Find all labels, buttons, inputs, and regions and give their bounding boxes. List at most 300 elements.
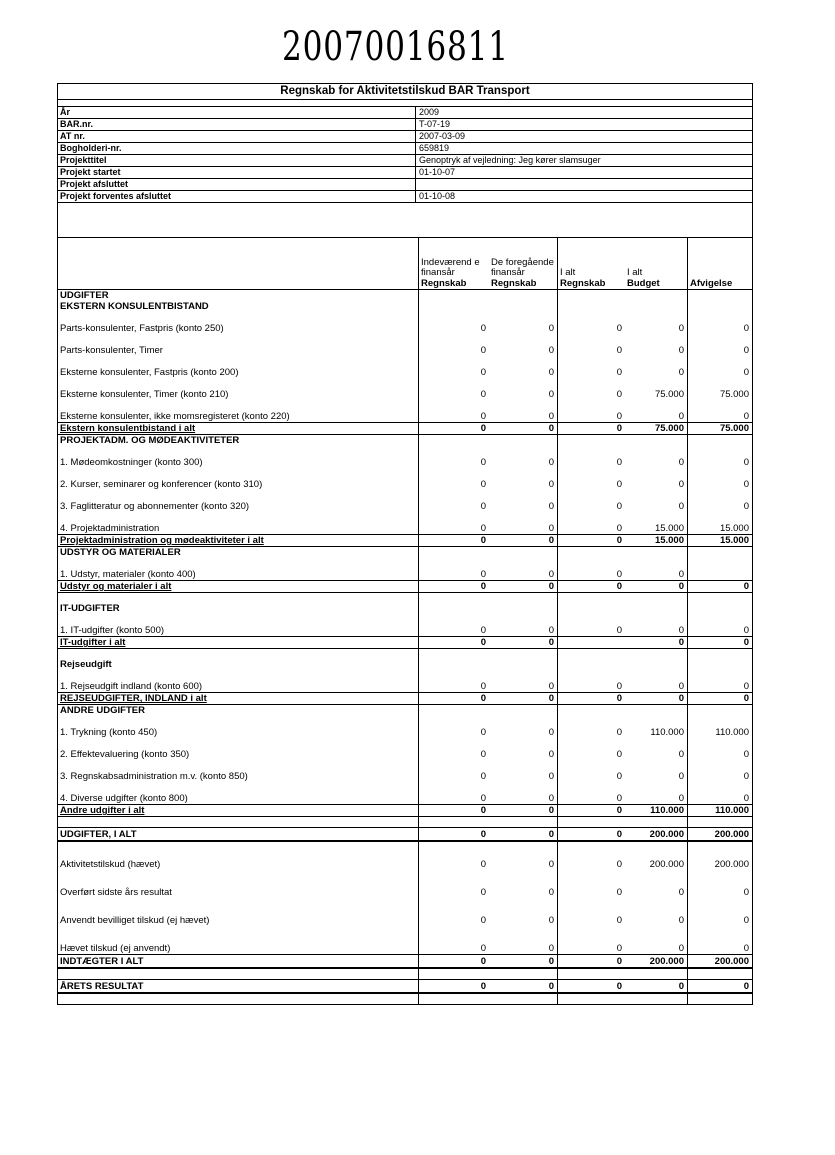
table-row bbox=[58, 955, 752, 969]
header-field-row bbox=[58, 191, 752, 203]
row-value: 0 bbox=[558, 760, 626, 782]
row-value bbox=[688, 301, 753, 312]
row-value: 0 bbox=[558, 400, 626, 423]
row-value bbox=[489, 547, 558, 559]
table-row bbox=[58, 446, 752, 468]
row-value: Regnskab bbox=[558, 278, 626, 290]
row-value: 0 bbox=[625, 581, 688, 593]
table-row bbox=[58, 828, 752, 842]
column-subheader-row bbox=[58, 278, 752, 290]
row-value: 0 bbox=[688, 356, 753, 378]
row-value bbox=[489, 659, 558, 670]
row-value bbox=[625, 705, 688, 717]
header-field-value: 2007-03-09 bbox=[419, 131, 466, 141]
header-field-value: T-07-19 bbox=[419, 119, 451, 129]
table-row bbox=[58, 356, 752, 378]
row-value: 0 bbox=[558, 670, 626, 693]
row-label: Udstyr og materialer i alt bbox=[58, 581, 419, 593]
row-value: 0 bbox=[678, 943, 684, 954]
row-label: Eksterne konsulenter, ikke momsregisteret (konto 220) bbox=[60, 411, 290, 422]
table-row bbox=[58, 760, 752, 782]
row-value bbox=[489, 817, 558, 828]
row-value bbox=[688, 603, 753, 614]
row-value: 0 bbox=[489, 423, 558, 435]
header-field-label: År bbox=[58, 107, 416, 118]
table-row bbox=[58, 468, 752, 490]
row-value: 0 bbox=[558, 738, 626, 760]
row-value bbox=[625, 593, 688, 604]
row-label: 1. Trykning (konto 450) bbox=[60, 727, 158, 738]
row-value bbox=[558, 705, 626, 717]
row-value bbox=[558, 301, 626, 312]
row-value: 0 bbox=[489, 805, 558, 817]
row-value bbox=[419, 593, 490, 604]
row-value: 0 bbox=[548, 943, 554, 954]
table-row bbox=[58, 334, 752, 356]
row-value: 0 bbox=[558, 334, 626, 356]
header-field-row bbox=[58, 119, 752, 131]
row-label: 2. Kurser, seminarer og konferencer (konto 310) bbox=[60, 479, 263, 490]
row-label: Parts-konsulenter, Fastpris (konto 250) bbox=[60, 323, 224, 334]
row-value: Regnskab bbox=[489, 278, 558, 290]
row-value: 0 bbox=[548, 681, 554, 692]
row-value: 0 bbox=[558, 423, 626, 435]
row-value: 0 bbox=[419, 980, 490, 994]
row-label bbox=[58, 278, 419, 290]
row-value: 15.000 bbox=[654, 523, 684, 534]
row-label: INDTÆGTER I ALT bbox=[58, 955, 419, 969]
row-value bbox=[489, 968, 558, 980]
row-label: UDGIFTER, I ALT bbox=[58, 828, 419, 842]
row-value: 0 bbox=[489, 955, 558, 969]
row-value bbox=[419, 705, 490, 717]
row-value bbox=[688, 290, 753, 302]
row-value bbox=[625, 968, 688, 980]
table-row bbox=[58, 378, 752, 400]
row-value bbox=[625, 817, 688, 828]
row-value: 0 bbox=[625, 637, 688, 649]
header-field-row bbox=[58, 143, 752, 155]
header-fields bbox=[58, 107, 752, 203]
table-row bbox=[58, 512, 752, 535]
row-label: 3. Faglitteratur og abonnementer (konto 320) bbox=[60, 501, 250, 512]
table-row bbox=[58, 637, 752, 649]
row-value: 0 bbox=[419, 841, 490, 870]
table-row bbox=[58, 593, 752, 604]
row-value bbox=[688, 558, 753, 581]
row-value bbox=[625, 547, 688, 559]
header-spacer bbox=[58, 203, 752, 238]
row-label: REJSEUDGIFTER, INDLAND i alt bbox=[58, 693, 419, 705]
row-value: 0 bbox=[548, 625, 554, 636]
row-value: 0 bbox=[419, 614, 490, 637]
row-label bbox=[58, 649, 419, 660]
row-value bbox=[558, 435, 626, 447]
row-value bbox=[558, 649, 626, 660]
row-label: 1. Mødeomkostninger (konto 300) bbox=[60, 457, 203, 468]
row-value: 0 bbox=[489, 828, 558, 842]
header-field-row bbox=[58, 179, 752, 191]
row-value: 0 bbox=[688, 670, 753, 693]
table-row bbox=[58, 603, 752, 614]
table-row bbox=[58, 490, 752, 512]
table-row bbox=[58, 870, 752, 898]
header-field-value: 01-10-07 bbox=[419, 167, 456, 177]
row-value: 0 bbox=[558, 312, 626, 334]
table-row bbox=[58, 535, 752, 547]
row-value: 0 bbox=[558, 490, 626, 512]
row-value bbox=[625, 301, 688, 312]
table-row bbox=[58, 423, 752, 435]
header-field-value: Genoptryk af vejledning: Jeg kører slamsuger bbox=[419, 155, 601, 165]
row-value: 0 bbox=[419, 828, 490, 842]
table-row bbox=[58, 980, 752, 994]
row-value: 0 bbox=[678, 457, 684, 468]
row-value: 0 bbox=[688, 760, 753, 782]
row-label: 2. Effektevaluering (konto 350) bbox=[60, 749, 190, 760]
row-value: 0 bbox=[558, 898, 626, 926]
row-value: 0 bbox=[419, 558, 490, 581]
row-value: 0 bbox=[678, 681, 684, 692]
table-row bbox=[58, 898, 752, 926]
row-value: 0 bbox=[558, 468, 626, 490]
row-value: 0 bbox=[419, 356, 490, 378]
row-value: 0 bbox=[688, 446, 753, 468]
row-value bbox=[419, 993, 490, 1004]
row-value: Indeværend e finansår bbox=[419, 238, 490, 278]
row-value bbox=[489, 435, 558, 447]
row-value bbox=[625, 659, 688, 670]
row-value: 0 bbox=[558, 955, 626, 969]
table-row bbox=[58, 547, 752, 559]
row-value: 0 bbox=[548, 411, 554, 422]
header-field-value bbox=[416, 179, 752, 190]
table-row bbox=[58, 705, 752, 717]
row-value bbox=[419, 649, 490, 660]
row-value: 0 bbox=[688, 614, 753, 637]
row-value bbox=[489, 290, 558, 302]
row-value: 0 bbox=[688, 490, 753, 512]
row-value: 0 bbox=[558, 870, 626, 898]
row-value: 0 bbox=[558, 782, 626, 805]
row-label: PROJEKTADM. OG MØDEAKTIVITETER bbox=[60, 435, 240, 446]
row-value: 0 bbox=[558, 805, 626, 817]
row-value: 0 bbox=[548, 569, 554, 580]
table-row bbox=[58, 693, 752, 705]
row-label: IT-udgifter i alt bbox=[58, 637, 419, 649]
row-value: Budget bbox=[625, 278, 688, 290]
row-value bbox=[688, 968, 753, 980]
row-value: 200.000 bbox=[688, 828, 753, 842]
row-label: IT-UDGIFTER bbox=[60, 603, 120, 614]
row-value: 0 bbox=[678, 411, 684, 422]
row-value bbox=[625, 649, 688, 660]
row-label: Aktivitetstilskud (hævet) bbox=[60, 859, 161, 870]
row-value: 0 bbox=[419, 423, 490, 435]
accounts-table bbox=[58, 238, 752, 1004]
row-label: 3. Regnskabsadministration m.v. (konto 850) bbox=[60, 771, 248, 782]
row-value: 0 bbox=[419, 955, 490, 969]
table-row bbox=[58, 817, 752, 828]
row-value bbox=[558, 968, 626, 980]
row-value: 0 bbox=[688, 334, 753, 356]
row-value bbox=[489, 593, 558, 604]
row-value: 110.000 bbox=[688, 805, 753, 817]
row-label: 1. Rejseudgift indland (konto 600) bbox=[60, 681, 203, 692]
row-value: 0 bbox=[419, 637, 490, 649]
row-value: 0 bbox=[548, 915, 554, 926]
row-value: 0 bbox=[558, 356, 626, 378]
row-value bbox=[558, 817, 626, 828]
row-value bbox=[558, 603, 626, 614]
table-row bbox=[58, 290, 752, 302]
row-value: 0 bbox=[688, 400, 753, 423]
table-row bbox=[58, 782, 752, 805]
header-field-row bbox=[58, 131, 752, 143]
row-value: 75.000 bbox=[625, 423, 688, 435]
row-value: 0 bbox=[558, 581, 626, 593]
row-value: 0 bbox=[558, 378, 626, 400]
row-value: 0 bbox=[688, 312, 753, 334]
sheet-title: Regnskab for Aktivitetstilskud BAR Transport bbox=[58, 84, 752, 100]
row-label: Anvendt bevilliget tilskud (ej hævet) bbox=[60, 915, 210, 926]
row-value: 75.000 bbox=[654, 389, 684, 400]
row-value bbox=[489, 649, 558, 660]
row-value: 0 bbox=[548, 345, 554, 356]
row-value: 0 bbox=[678, 771, 684, 782]
row-value: 0 bbox=[548, 523, 554, 534]
row-value: De foregående finansår bbox=[491, 257, 554, 278]
table-row bbox=[58, 993, 752, 1004]
row-label: UDSTYR OG MATERIALER bbox=[60, 547, 181, 558]
row-value: 0 bbox=[558, 446, 626, 468]
table-row bbox=[58, 614, 752, 637]
row-value: 0 bbox=[548, 457, 554, 468]
row-value: 200.000 bbox=[688, 955, 753, 969]
row-value: 0 bbox=[419, 378, 490, 400]
header-field-row bbox=[58, 167, 752, 179]
row-value: 0 bbox=[489, 637, 558, 649]
table-row bbox=[58, 435, 752, 447]
row-value: I alt bbox=[558, 238, 626, 278]
row-value: Afvigelse bbox=[688, 278, 753, 290]
table-row bbox=[58, 716, 752, 738]
row-value bbox=[625, 603, 688, 614]
row-value: 0 bbox=[419, 805, 490, 817]
row-value: 0 bbox=[419, 760, 490, 782]
row-value: 0 bbox=[419, 400, 490, 423]
header-field-label: Bogholderi-nr. bbox=[58, 143, 416, 154]
row-value: 0 bbox=[558, 716, 626, 738]
table-row bbox=[58, 400, 752, 423]
row-label: 1. Udstyr, materialer (konto 400) bbox=[60, 569, 196, 580]
column-header-row bbox=[58, 238, 752, 278]
row-value: 0 bbox=[688, 637, 753, 649]
row-value: 0 bbox=[688, 782, 753, 805]
row-value: 0 bbox=[419, 870, 490, 898]
row-label bbox=[58, 993, 419, 1004]
row-value: 0 bbox=[688, 898, 753, 926]
row-label: Projektadministration og mødeaktiviteter i alt bbox=[58, 535, 419, 547]
row-value: 0 bbox=[548, 793, 554, 804]
row-label: Ekstern konsulentbistand i alt bbox=[58, 423, 419, 435]
accounts-sheet bbox=[57, 83, 753, 1005]
row-value: I alt bbox=[627, 267, 643, 278]
row-value: 0 bbox=[558, 980, 626, 994]
row-value bbox=[558, 593, 626, 604]
row-value: 0 bbox=[489, 980, 558, 994]
header-field-value: 2009 bbox=[419, 107, 440, 117]
row-value: 0 bbox=[419, 446, 490, 468]
table-row bbox=[58, 968, 752, 980]
row-label: Parts-konsulenter, Timer bbox=[60, 345, 163, 356]
row-value: 0 bbox=[419, 535, 490, 547]
row-value bbox=[558, 290, 626, 302]
row-value: 0 bbox=[489, 581, 558, 593]
row-label: ÅRETS RESULTAT bbox=[58, 980, 419, 994]
row-value bbox=[419, 603, 490, 614]
row-value: 0 bbox=[678, 625, 684, 636]
row-label: EKSTERN KONSULENTBISTAND bbox=[60, 301, 209, 312]
table-row bbox=[58, 581, 752, 593]
row-value bbox=[489, 705, 558, 717]
row-value bbox=[419, 968, 490, 980]
row-value: 0 bbox=[688, 870, 753, 898]
row-value: 0 bbox=[419, 512, 490, 535]
header-field-value: 659819 bbox=[419, 143, 450, 153]
row-value: 0 bbox=[419, 468, 490, 490]
row-value: 200.000 bbox=[625, 828, 688, 842]
row-value: 75.000 bbox=[688, 378, 753, 400]
row-value bbox=[688, 435, 753, 447]
row-label bbox=[58, 593, 419, 604]
header-field-row bbox=[58, 155, 752, 167]
row-label: Eksterne konsulenter, Fastpris (konto 200) bbox=[60, 367, 239, 378]
row-value: 0 bbox=[678, 323, 684, 334]
row-value: 0 bbox=[548, 771, 554, 782]
row-value: 0 bbox=[548, 887, 554, 898]
row-label: UDGIFTER bbox=[60, 290, 109, 301]
table-row bbox=[58, 558, 752, 581]
header-field-label: Projekt forventes afsluttet bbox=[58, 191, 416, 202]
row-label: 4. Projektadministration bbox=[60, 523, 160, 534]
table-row bbox=[58, 670, 752, 693]
row-label: Rejseudgift bbox=[60, 659, 112, 670]
table-row bbox=[58, 926, 752, 955]
row-value bbox=[419, 290, 490, 302]
row-value bbox=[489, 301, 558, 312]
row-value: 0 bbox=[419, 716, 490, 738]
row-label: 4. Diverse udgifter (konto 800) bbox=[60, 793, 188, 804]
row-value: 0 bbox=[688, 738, 753, 760]
row-value: 0 bbox=[625, 693, 688, 705]
row-value: 0 bbox=[419, 926, 490, 955]
row-value: 0 bbox=[489, 535, 558, 547]
row-label: Hævet tilskud (ej anvendt) bbox=[60, 943, 171, 954]
row-value bbox=[419, 301, 490, 312]
row-label: ANDRE UDGIFTER bbox=[60, 705, 145, 716]
row-value bbox=[688, 993, 753, 1004]
table-row bbox=[58, 301, 752, 312]
row-value bbox=[419, 817, 490, 828]
row-value: 0 bbox=[688, 581, 753, 593]
row-value: 15.000 bbox=[688, 512, 753, 535]
row-value: 200.000 bbox=[649, 859, 684, 870]
row-value: 0 bbox=[558, 693, 626, 705]
row-label bbox=[58, 238, 419, 278]
row-value: 0 bbox=[548, 389, 554, 400]
row-value: 0 bbox=[558, 558, 626, 581]
row-value: 15.000 bbox=[688, 535, 753, 547]
row-value bbox=[688, 817, 753, 828]
row-label bbox=[58, 817, 419, 828]
row-value: 0 bbox=[678, 345, 684, 356]
row-value bbox=[688, 659, 753, 670]
row-value: 0 bbox=[419, 334, 490, 356]
row-value: 0 bbox=[548, 749, 554, 760]
row-value: 110.000 bbox=[650, 727, 684, 738]
row-value: 0 bbox=[419, 693, 490, 705]
row-value: 200.000 bbox=[688, 841, 753, 870]
row-value: 0 bbox=[558, 512, 626, 535]
row-value: Regnskab bbox=[419, 278, 490, 290]
row-value: 0 bbox=[678, 569, 684, 580]
row-value: 0 bbox=[678, 501, 684, 512]
table-row bbox=[58, 649, 752, 660]
header-field-label: Projekttitel bbox=[58, 155, 416, 166]
row-value: 0 bbox=[548, 727, 554, 738]
row-value bbox=[688, 705, 753, 717]
row-value: 0 bbox=[548, 367, 554, 378]
row-value bbox=[558, 993, 626, 1004]
row-value: 0 bbox=[625, 980, 688, 994]
handwritten-document-number: 20070016811 bbox=[282, 24, 509, 70]
row-value: 0 bbox=[558, 828, 626, 842]
row-value: 0 bbox=[688, 980, 753, 994]
header-field-label: Projekt afsluttet bbox=[58, 179, 416, 190]
row-value bbox=[688, 649, 753, 660]
row-value: 0 bbox=[678, 479, 684, 490]
row-value bbox=[419, 659, 490, 670]
row-value bbox=[489, 603, 558, 614]
row-value: 110.000 bbox=[625, 805, 688, 817]
row-value: 15.000 bbox=[625, 535, 688, 547]
table-row bbox=[58, 312, 752, 334]
row-label: 1. IT-udgifter (konto 500) bbox=[60, 625, 165, 636]
header-field-label: Projekt startet bbox=[58, 167, 416, 178]
row-label: Overført sidste års resultat bbox=[60, 887, 172, 898]
row-value: 0 bbox=[688, 693, 753, 705]
row-value: 0 bbox=[419, 898, 490, 926]
row-value: 0 bbox=[419, 312, 490, 334]
row-value: 0 bbox=[548, 859, 554, 870]
row-value: 0 bbox=[548, 479, 554, 490]
row-value: 200.000 bbox=[625, 955, 688, 969]
row-value bbox=[688, 238, 753, 278]
row-value: 0 bbox=[548, 501, 554, 512]
row-value bbox=[688, 593, 753, 604]
row-value: 0 bbox=[558, 535, 626, 547]
row-value: 0 bbox=[419, 581, 490, 593]
row-label: Eksterne konsulenter, Timer (konto 210) bbox=[60, 389, 229, 400]
row-value: 0 bbox=[419, 782, 490, 805]
row-value bbox=[489, 993, 558, 1004]
row-value bbox=[688, 547, 753, 559]
row-value bbox=[419, 547, 490, 559]
row-value: 0 bbox=[419, 490, 490, 512]
row-value bbox=[625, 435, 688, 447]
table-row bbox=[58, 805, 752, 817]
